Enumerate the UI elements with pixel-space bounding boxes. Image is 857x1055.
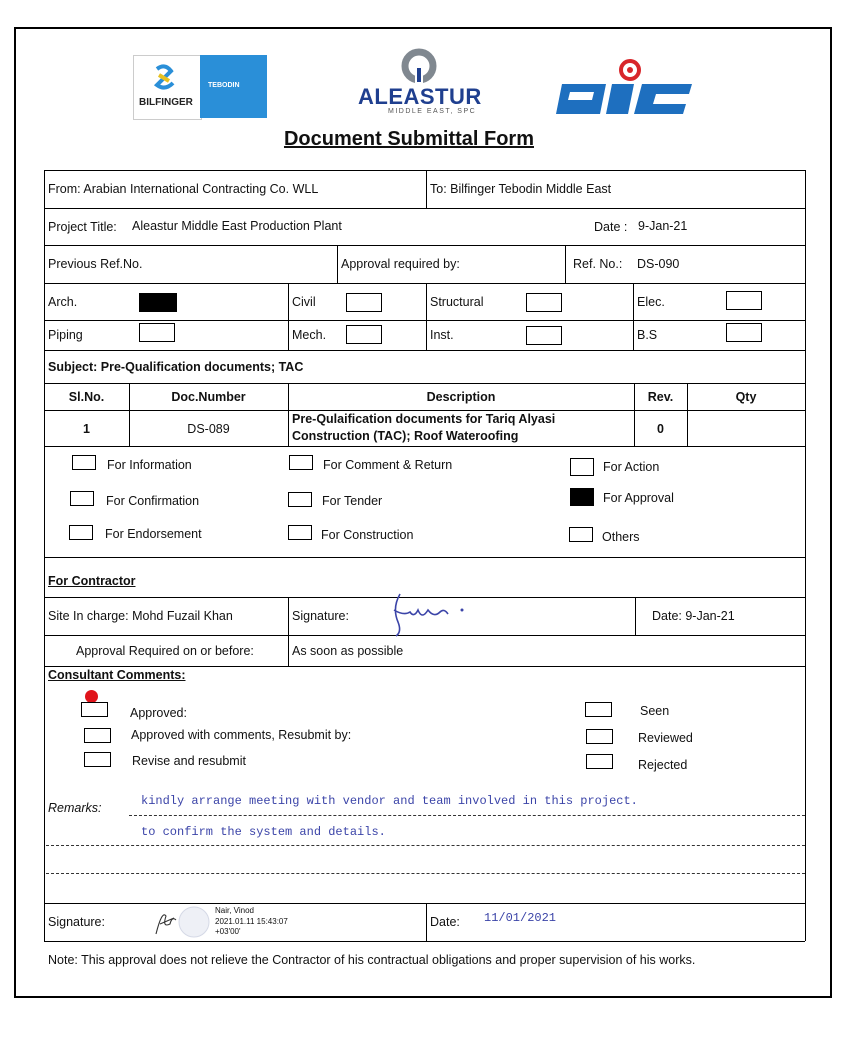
- for-comment-checkbox[interactable]: [289, 455, 313, 470]
- row-description-line2: Construction (TAC); Roof Wateroofing: [292, 429, 519, 443]
- contractor-date: Date: 9-Jan-21: [652, 609, 735, 623]
- remarks-rule-2: [46, 845, 805, 846]
- contractor-signature-label: Signature:: [292, 609, 349, 623]
- reviewed-label: Reviewed: [638, 731, 693, 745]
- revise-checkbox[interactable]: [84, 752, 111, 767]
- for-information-checkbox[interactable]: [72, 455, 96, 470]
- approval-required-by-label: Approval required by:: [341, 257, 460, 271]
- for-action-checkbox[interactable]: [570, 458, 594, 476]
- discipline-structural-label: Structural: [430, 295, 484, 309]
- discipline-piping-label: Piping: [48, 328, 83, 342]
- aic-text: [556, 56, 557, 57]
- discipline-elec-label: Elec.: [637, 295, 665, 309]
- note-text: Note: This approval does not relieve the Contractor of his contractual obligations and proper supervision of his works.: [48, 953, 696, 967]
- inst-checkbox[interactable]: [526, 326, 562, 345]
- subject-line: Subject: Pre-Qualification documents; TAC: [48, 360, 304, 374]
- ref-no-label: Ref. No.:: [573, 257, 623, 271]
- piping-checkbox[interactable]: [139, 323, 175, 342]
- aleastur-subtext: MIDDLE EAST, SPC: [388, 108, 477, 115]
- others-label: Others: [602, 530, 640, 544]
- for-confirmation-label: For Confirmation: [106, 494, 200, 508]
- tebodin-text: TEBODIN: [208, 82, 240, 89]
- row-doc-number: DS-089: [187, 422, 230, 436]
- structural-checkbox[interactable]: [526, 293, 562, 312]
- approved-checkbox[interactable]: [81, 702, 108, 717]
- col-doc-number: Doc.Number: [171, 390, 246, 404]
- bilfinger-text: BILFINGER: [139, 97, 193, 108]
- remarks-label: Remarks:: [48, 801, 102, 815]
- page-frame: [14, 27, 832, 998]
- aic-logo: [556, 56, 696, 116]
- digital-signature-icon: [150, 906, 214, 938]
- approved-label: Approved:: [130, 706, 187, 720]
- mech-checkbox[interactable]: [346, 325, 382, 344]
- from-field: From: Arabian International Contracting Co. WLL: [48, 182, 319, 196]
- row-sl-no: 1: [83, 422, 90, 436]
- bilfinger-mark-icon: [151, 63, 179, 91]
- aleastur-logo: [355, 48, 485, 116]
- previous-ref-label: Previous Ref.No.: [48, 257, 143, 271]
- for-action-label: For Action: [603, 460, 660, 474]
- discipline-civil-label: Civil: [292, 295, 316, 309]
- row-description-line1: Pre-Qulaification documents for Tariq Alyasi: [292, 412, 556, 426]
- reviewed-checkbox[interactable]: [586, 729, 613, 744]
- ref-no-value: DS-090: [637, 257, 680, 271]
- rejected-label: Rejected: [638, 758, 688, 772]
- bilfinger-tebodin-logo: [133, 55, 267, 118]
- row-rev: 0: [657, 422, 664, 436]
- arch-checkbox[interactable]: [139, 293, 177, 312]
- aleastur-mark-icon: [401, 48, 437, 84]
- approval-before-value: As soon as possible: [292, 644, 404, 658]
- discipline-mech-label: Mech.: [292, 328, 327, 342]
- footer-date-value: 11/01/2021: [484, 911, 557, 925]
- approved-comments-checkbox[interactable]: [84, 728, 111, 743]
- for-information-label: For Information: [107, 458, 192, 472]
- for-comment-label: For Comment & Return: [323, 458, 453, 472]
- date-label: Date :: [594, 220, 628, 234]
- signer-timezone: +03'00': [215, 927, 241, 936]
- for-approval-label: For Approval: [603, 491, 674, 505]
- site-in-charge: Site In charge: Mohd Fuzail Khan: [48, 609, 233, 623]
- discipline-inst-label: Inst.: [430, 328, 454, 342]
- rejected-checkbox[interactable]: [586, 754, 613, 769]
- for-contractor-heading: For Contractor: [48, 574, 136, 588]
- col-rev: Rev.: [647, 390, 674, 404]
- approval-before-label: Approval Required on or before:: [76, 644, 254, 658]
- aleastur-text: ALEASTUR: [358, 84, 482, 109]
- for-tender-label: For Tender: [322, 494, 383, 508]
- remarks-rule-3: [46, 873, 805, 874]
- others-checkbox[interactable]: [569, 527, 593, 542]
- remarks-line-1: kindly arrange meeting with vendor and team involved in this project.: [141, 794, 638, 808]
- discipline-arch-label: Arch.: [48, 295, 78, 309]
- for-endorsement-checkbox[interactable]: [69, 525, 93, 540]
- elec-checkbox[interactable]: [726, 291, 762, 310]
- contractor-signature-icon: [388, 588, 468, 638]
- project-title-label: Project Title:: [48, 220, 117, 234]
- form-title: Document Submittal Form: [283, 128, 534, 150]
- civil-checkbox[interactable]: [346, 293, 382, 312]
- consultant-comments-heading: Consultant Comments:: [48, 668, 186, 682]
- for-confirmation-checkbox[interactable]: [70, 491, 94, 506]
- col-qty: Qty: [735, 390, 757, 404]
- for-endorsement-label: For Endorsement: [105, 527, 202, 541]
- remarks-rule-1: [129, 815, 805, 816]
- revise-label: Revise and resubmit: [132, 754, 246, 768]
- col-description: Description: [426, 390, 496, 404]
- seen-checkbox[interactable]: [585, 702, 612, 717]
- for-tender-checkbox[interactable]: [288, 492, 312, 507]
- for-construction-checkbox[interactable]: [288, 525, 312, 540]
- seen-label: Seen: [640, 704, 670, 718]
- approved-comments-label: Approved with comments, Resubmit by:: [131, 728, 352, 742]
- project-title-value: Aleastur Middle East Production Plant: [132, 219, 342, 233]
- bs-checkbox[interactable]: [726, 323, 762, 342]
- signer-date: 2021.01.11 15:43:07: [215, 917, 288, 926]
- footer-date-label: Date:: [430, 915, 460, 929]
- footer-signature-label: Signature:: [48, 915, 105, 929]
- col-sl-no: Sl.No.: [68, 390, 105, 404]
- for-construction-label: For Construction: [321, 528, 414, 542]
- date-value: 9-Jan-21: [638, 219, 688, 233]
- signer-name: Nair, Vinod: [215, 906, 254, 915]
- to-field: To: Bilfinger Tebodin Middle East: [430, 182, 612, 196]
- discipline-bs-label: B.S: [637, 328, 658, 342]
- remarks-line-2: to confirm the system and details.: [141, 825, 386, 839]
- for-approval-checkbox[interactable]: [570, 488, 594, 506]
